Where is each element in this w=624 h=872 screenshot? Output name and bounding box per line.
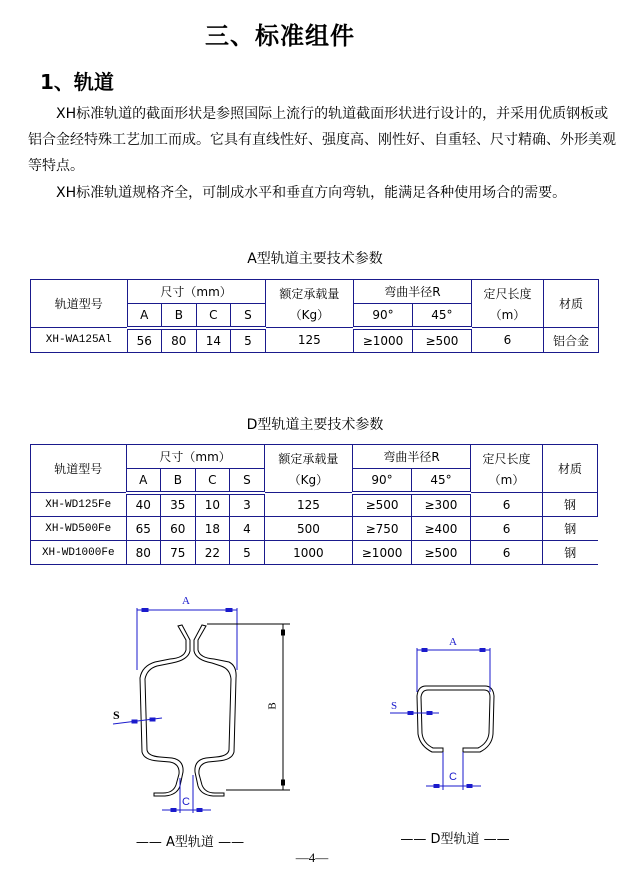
d-c-dim-arrow-right (467, 785, 472, 788)
a-rail-profile (140, 625, 236, 796)
s-dim-arrow-right (150, 718, 155, 721)
cell-r45: ≥300 (412, 493, 471, 517)
cell-material: 铝合金 (544, 328, 599, 353)
cell-r45: ≥500 (412, 541, 471, 565)
cell-s: 5 (230, 541, 265, 565)
a-rail-caption: —— A型轨道 —— (135, 835, 245, 850)
cell-length: 6 (470, 541, 542, 565)
table-a-caption: A型轨道主要技术参数 (247, 251, 383, 267)
header-load-line1: 额定承载量 (278, 451, 339, 466)
header-length-line1: 定尺长度 (482, 451, 531, 466)
header-radius: 弯曲半径R (353, 445, 471, 469)
cell-r90: ≥1000 (354, 328, 413, 353)
s-dim-arrow-left (132, 720, 137, 723)
header-load-line2: （Kg） (288, 472, 329, 487)
b-dim-arrow-bottom (282, 780, 285, 785)
header-deg45: 45° (412, 304, 471, 328)
header-dim-s: S (231, 304, 266, 328)
a-rail-label-c: C (182, 796, 190, 808)
cell-r90: ≥500 (353, 493, 412, 517)
cell-model: XH-WA125Al (31, 328, 128, 353)
cell-load: 500 (264, 517, 352, 541)
cell-r90: ≥750 (353, 517, 412, 541)
cell-model: XH-WD1000Fe (31, 541, 127, 565)
d-rail-label-c: C (449, 771, 457, 783)
cell-length: 6 (470, 493, 542, 517)
a-rail-label-s: S (113, 708, 120, 722)
cell-a: 80 (126, 541, 161, 565)
cell-model: XH-WD125Fe (31, 493, 127, 517)
header-dim-a: A (127, 304, 162, 328)
cell-r90: ≥1000 (353, 541, 412, 565)
d-rail-profile (417, 686, 494, 752)
header-length-line2: （m） (489, 307, 526, 322)
header-dim-b: B (162, 304, 197, 328)
paragraph-intro-text: XH标准轨道的截面形状是参照国际上流行的轨道截面形状进行设计的，并采用优质钢板或铝合金经特殊工艺加工而成。它具有直线性好、强度高、刚性好、自重轻、尺寸精确、外形美观等特点。 (28, 106, 616, 174)
paragraph-specs-text: XH标准轨道规格齐全，可制成水平和垂直方向弯轨，能满足各种使用场合的需要。 (56, 185, 567, 201)
cell-a: 40 (126, 493, 161, 517)
header-deg45: 45° (412, 469, 471, 493)
cell-c: 22 (195, 541, 230, 565)
cell-c: 18 (195, 517, 230, 541)
d-c-dim-arrow-left (434, 785, 439, 788)
cell-b: 80 (162, 328, 197, 353)
header-model: 轨道型号 (31, 445, 127, 493)
cell-b: 60 (161, 517, 196, 541)
d-s-dim-arrow-left (408, 712, 413, 715)
d-rail-caption: —— D型轨道 —— (400, 832, 510, 847)
cell-material: 钢 (543, 541, 598, 565)
header-dimensions: 尺寸（mm） (126, 445, 264, 469)
a-rail-label-b: B (266, 702, 279, 710)
header-deg90: 90° (354, 304, 413, 328)
cell-s: 5 (231, 328, 266, 353)
cell-b: 35 (161, 493, 196, 517)
cell-a: 56 (127, 328, 162, 353)
cell-load: 125 (265, 328, 353, 353)
a-rail-label-a: A (182, 595, 190, 607)
header-material: 材质 (543, 445, 598, 493)
cell-b: 75 (161, 541, 196, 565)
a-rail-dimensions (113, 608, 237, 813)
subsection-title: 1、轨道 (40, 70, 114, 94)
a-dim-arrow-right (226, 609, 232, 612)
d-rail-label-s: S (391, 700, 398, 712)
cell-load: 125 (264, 493, 352, 517)
cell-a: 65 (126, 517, 161, 541)
cell-model: XH-WD500Fe (31, 517, 127, 541)
cell-length: 6 (470, 517, 542, 541)
header-length-line1: 定尺长度 (483, 286, 532, 301)
cell-c: 14 (196, 328, 231, 353)
header-dim-c: C (195, 469, 230, 493)
d-a-dim-arrow-right (480, 649, 485, 652)
cell-r45: ≥500 (412, 328, 471, 353)
table-d-caption: D型轨道主要技术参数 (246, 417, 384, 433)
d-rail-label-a: A (449, 636, 457, 648)
header-load-line1: 额定承载量 (279, 286, 340, 301)
header-radius: 弯曲半径R (354, 280, 472, 304)
header-load-line2: （Kg） (289, 307, 330, 322)
cell-c: 10 (195, 493, 230, 517)
header-dim-a: A (126, 469, 161, 493)
cell-material: 钢 (543, 517, 598, 541)
c-dim-arrow-right (197, 809, 202, 812)
cell-r45: ≥400 (412, 517, 471, 541)
header-dim-c: C (196, 304, 231, 328)
cell-material: 钢 (543, 493, 598, 517)
header-length-line2: （m） (488, 472, 525, 487)
c-dim-arrow-left (171, 809, 176, 812)
d-rail-dimensions (390, 648, 490, 790)
cell-s: 4 (230, 517, 265, 541)
a-dim-arrow-left (142, 609, 148, 612)
header-dim-b: B (161, 469, 196, 493)
b-dim-arrow-top (282, 630, 285, 635)
section-title: 三、标准组件 (205, 22, 355, 50)
header-model: 轨道型号 (31, 280, 128, 328)
d-s-dim-arrow-right (427, 712, 432, 715)
page-number: —4— (295, 850, 329, 865)
header-deg90: 90° (353, 469, 412, 493)
d-a-dim-arrow-left (422, 649, 427, 652)
cell-length: 6 (471, 328, 543, 353)
header-material: 材质 (544, 280, 599, 328)
cell-load: 1000 (264, 541, 352, 565)
header-dim-s: S (230, 469, 265, 493)
cell-s: 3 (230, 493, 265, 517)
header-dimensions: 尺寸（mm） (127, 280, 265, 304)
